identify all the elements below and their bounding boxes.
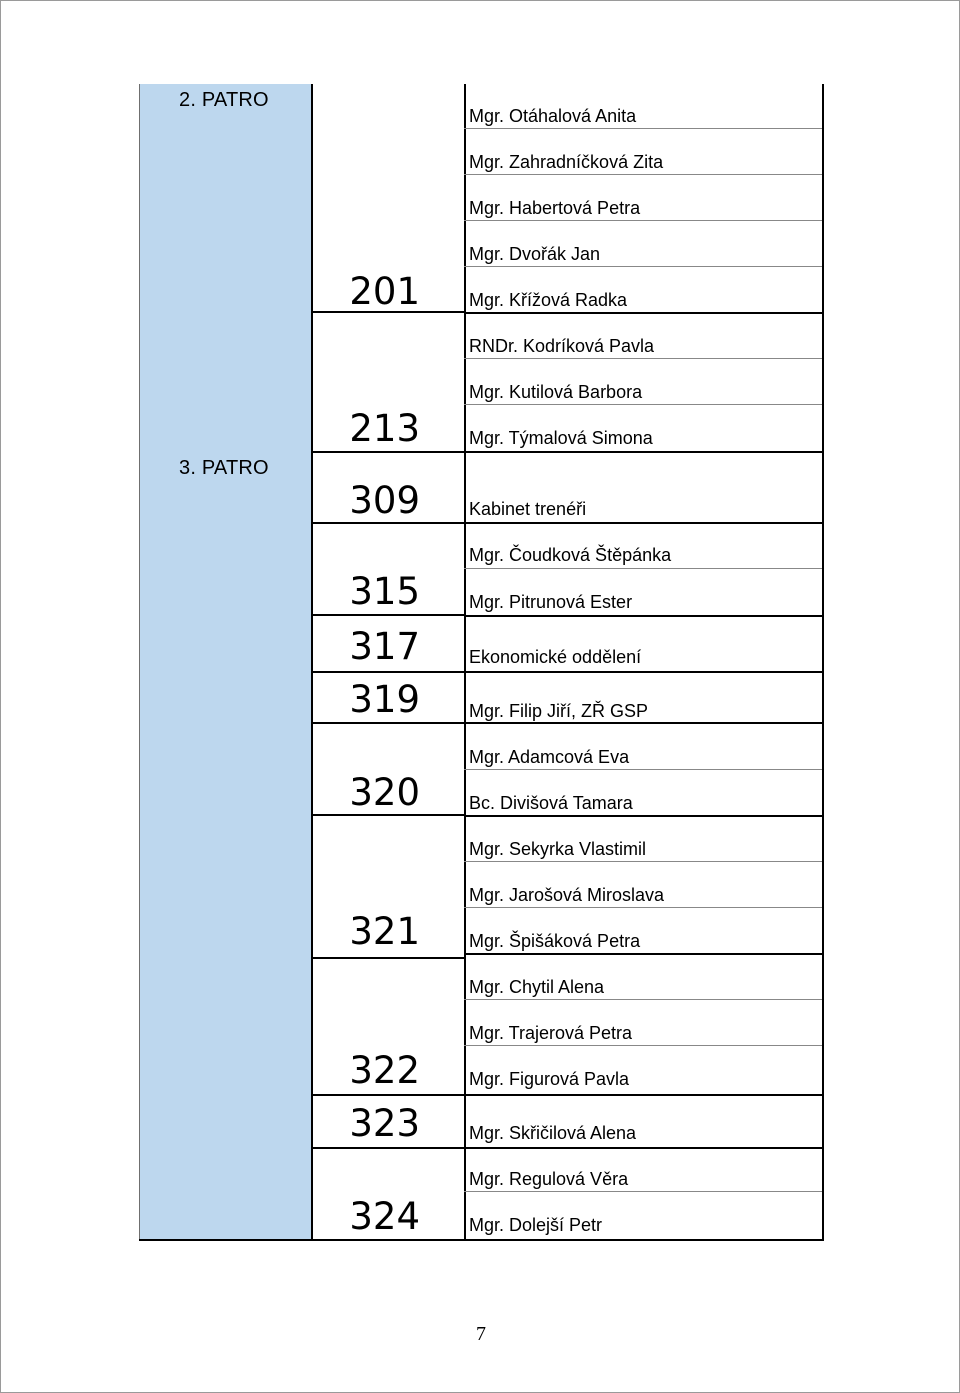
row-divider: [464, 953, 822, 955]
row-divider: [464, 722, 822, 724]
row-divider: [464, 174, 822, 175]
room-number-320: 320: [349, 771, 420, 814]
name-entry: Mgr. Čoudková Štěpánka: [469, 545, 672, 565]
name-entry: Mgr. Regulová Věra: [469, 1169, 629, 1189]
room-number-213: 213: [349, 407, 420, 450]
name-entry: Mgr. Adamcová Eva: [469, 747, 630, 767]
name-entry: Mgr. Kutilová Barbora: [469, 382, 643, 402]
row-divider: [464, 522, 822, 524]
name-entry: RNDr. Kodríková Pavla: [469, 336, 655, 356]
room-number-323: 323: [349, 1102, 420, 1145]
row-divider: [464, 568, 822, 569]
name-entry: Mgr. Týmalová Simona: [469, 428, 653, 448]
room-divider: [313, 1094, 464, 1096]
name-entry: Mgr. Figurová Pavla: [469, 1069, 630, 1089]
room-divider: [313, 614, 464, 616]
name-entry: Mgr. Filip Jiří, ZŘ GSP: [469, 701, 649, 721]
name-entry: Mgr. Sekyrka Vlastimil: [469, 839, 647, 859]
room-divider: [313, 722, 464, 724]
name-entry: Mgr. Trajerová Petra: [469, 1023, 633, 1043]
names-column: [464, 84, 824, 1241]
floor-label-3: 3. PATRO: [179, 457, 269, 479]
row-divider: [464, 128, 822, 129]
room-divider: [313, 957, 464, 959]
row-divider: [464, 266, 822, 267]
row-divider: [464, 312, 822, 314]
name-entry: Mgr. Zahradníčková Zita: [469, 152, 664, 172]
row-divider: [464, 769, 822, 770]
row-divider: [464, 1147, 822, 1149]
room-number-324: 324: [349, 1195, 420, 1238]
room-number-322: 322: [349, 1049, 420, 1092]
room-number-317: 317: [349, 625, 420, 668]
name-entry: Mgr. Pitrunová Ester: [469, 592, 633, 612]
row-divider: [464, 615, 822, 617]
name-entry: Mgr. Skřičilová Alena: [469, 1123, 637, 1143]
table-bottom-border: [139, 1239, 824, 1241]
room-divider: [313, 1147, 464, 1149]
name-entry: Mgr. Dolejší Petr: [469, 1215, 603, 1235]
name-entry: Kabinet trenéři: [469, 499, 587, 519]
floor-column: [139, 84, 312, 1241]
name-entry: Mgr. Dvořák Jan: [469, 244, 601, 264]
row-divider: [464, 1045, 822, 1046]
name-entry: Bc. Divišová Tamara: [469, 793, 633, 813]
row-divider: [464, 220, 822, 221]
name-entry: Mgr. Křížová Radka: [469, 290, 628, 310]
name-entry: Mgr. Chytil Alena: [469, 977, 605, 997]
room-number-201: 201: [349, 270, 420, 313]
room-number-319: 319: [349, 678, 420, 721]
name-entry: Ekonomické oddělení: [469, 647, 642, 667]
room-divider: [313, 451, 464, 453]
floor-label-2: 2. PATRO: [179, 89, 269, 111]
row-divider: [464, 907, 822, 908]
name-entry: Mgr. Otáhalová Anita: [469, 106, 637, 126]
row-divider: [464, 404, 822, 405]
name-entry: Mgr. Habertová Petra: [469, 198, 641, 218]
page-number: 7: [476, 1323, 486, 1345]
name-entry: Mgr. Jarošová Miroslava: [469, 885, 665, 905]
room-divider: [313, 311, 464, 313]
row-divider: [464, 451, 822, 453]
room-divider: [313, 522, 464, 524]
room-number-321: 321: [349, 910, 420, 953]
row-divider: [464, 999, 822, 1000]
room-column: [311, 84, 466, 1241]
row-divider: [464, 1191, 822, 1192]
row-divider: [464, 671, 822, 673]
row-divider: [464, 861, 822, 862]
room-divider: [313, 671, 464, 673]
row-divider: [464, 358, 822, 359]
row-divider: [464, 815, 822, 817]
room-divider: [313, 814, 464, 816]
room-number-309: 309: [349, 479, 420, 522]
row-divider: [464, 1094, 822, 1096]
name-entry: Mgr. Špišáková Petra: [469, 931, 641, 951]
room-number-315: 315: [349, 570, 420, 613]
